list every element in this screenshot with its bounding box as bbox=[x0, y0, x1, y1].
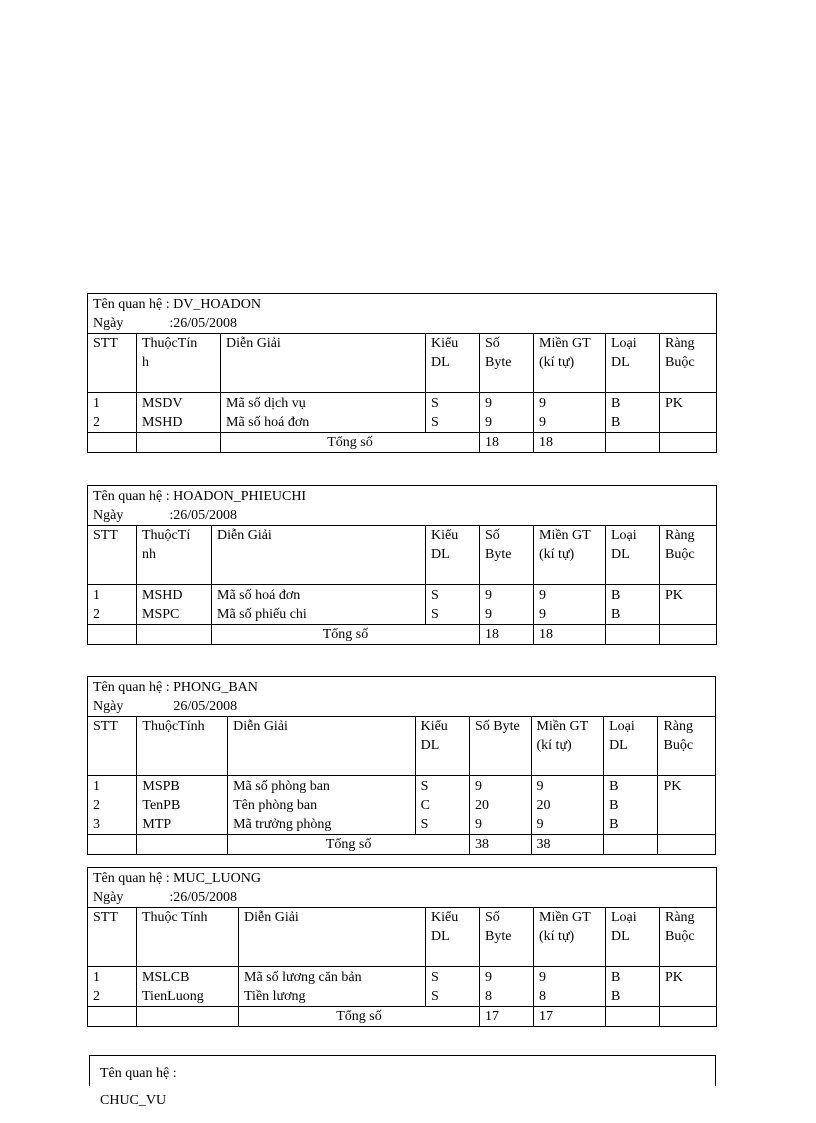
col-description: Diễn Giải bbox=[239, 908, 426, 967]
col-attribute: ThuộcTín h bbox=[137, 334, 221, 393]
date-label: Ngày bbox=[93, 699, 124, 714]
col-type: Kiểu DL bbox=[426, 334, 480, 393]
cell-constraint: PK bbox=[660, 393, 717, 433]
total-empty bbox=[88, 1007, 137, 1027]
cell-stt: 1 2 bbox=[88, 967, 137, 1007]
col-attribute: ThuộcTính bbox=[137, 717, 228, 776]
cell-kind: B B B bbox=[604, 776, 658, 835]
date-label: Ngày bbox=[93, 508, 124, 523]
col-stt: STT bbox=[88, 526, 137, 585]
cell-attribute: MSDV MSHD bbox=[137, 393, 221, 433]
total-empty bbox=[137, 1007, 239, 1027]
cell-type: S S bbox=[426, 585, 480, 625]
cell-constraint: PK bbox=[658, 776, 716, 835]
total-empty bbox=[606, 625, 660, 645]
relation-label: Tên quan hệ : bbox=[93, 489, 174, 504]
cell-kind: B B bbox=[606, 585, 660, 625]
relation-table-chuc-vu bbox=[89, 1055, 716, 1108]
total-empty bbox=[88, 625, 137, 645]
col-domain: Miền GT (kí tự) bbox=[531, 717, 604, 776]
relation-name: CHUC_VU bbox=[100, 1093, 167, 1108]
total-label: Tổng số bbox=[239, 1007, 480, 1027]
col-constraint: Ràng Buộc bbox=[658, 717, 716, 776]
total-bytes: 18 bbox=[480, 433, 534, 453]
cell-stt: 1 2 bbox=[88, 585, 137, 625]
col-bytes: Số Byte bbox=[480, 908, 534, 967]
col-type: Kiểu DL bbox=[415, 717, 469, 776]
col-domain: Miền GT (kí tự) bbox=[534, 526, 606, 585]
col-constraint: Ràng Buộc bbox=[660, 526, 717, 585]
cell-type: S S bbox=[426, 967, 480, 1007]
cell-description: Mã số dịch vụ Mã số hoá đơn bbox=[221, 393, 426, 433]
col-description: Diễn Giải bbox=[221, 334, 426, 393]
col-description: Diễn Giải bbox=[212, 526, 426, 585]
total-label: Tổng số bbox=[228, 835, 470, 855]
cell-attribute: MSLCB TienLuong bbox=[137, 967, 239, 1007]
date-value: :26/05/2008 bbox=[169, 890, 237, 905]
relation-header bbox=[88, 868, 717, 908]
col-kind: Loại DL bbox=[604, 717, 658, 776]
col-constraint: Ràng Buộc bbox=[660, 908, 717, 967]
total-bytes: 38 bbox=[470, 835, 531, 855]
col-stt: STT bbox=[88, 908, 137, 967]
col-bytes: Số Byte bbox=[470, 717, 531, 776]
col-kind: Loại DL bbox=[606, 526, 660, 585]
relation-table-hoadon-phieuchi bbox=[87, 485, 717, 645]
relation-label: Tên quan hệ : bbox=[93, 871, 174, 886]
cell-domain: 9 8 bbox=[534, 967, 606, 1007]
total-empty bbox=[604, 835, 658, 855]
total-empty bbox=[660, 1007, 717, 1027]
col-kind: Loại DL bbox=[606, 908, 660, 967]
total-domain: 38 bbox=[531, 835, 604, 855]
total-empty bbox=[660, 625, 717, 645]
total-empty bbox=[660, 433, 717, 453]
col-kind: Loại DL bbox=[606, 334, 660, 393]
cell-kind: B B bbox=[606, 393, 660, 433]
total-bytes: 18 bbox=[480, 625, 534, 645]
col-bytes: Số Byte bbox=[480, 334, 534, 393]
relation-header bbox=[90, 1056, 715, 1118]
total-empty bbox=[137, 835, 228, 855]
cell-description: Mã số phòng ban Tên phòng ban Mã trưởng phòng bbox=[228, 776, 415, 835]
col-description: Diễn Giải bbox=[228, 717, 415, 776]
relation-name: DV_HOADON bbox=[173, 297, 261, 312]
col-type: Kiểu DL bbox=[426, 526, 480, 585]
col-domain: Miền GT (kí tự) bbox=[534, 908, 606, 967]
date-value: :26/05/2008 bbox=[169, 508, 237, 523]
col-domain: Miền GT (kí tự) bbox=[534, 334, 606, 393]
relation-name: MUC_LUONG bbox=[173, 871, 261, 886]
date-value: 26/05/2008 bbox=[173, 699, 238, 714]
total-empty bbox=[88, 433, 137, 453]
cell-domain: 9 20 9 bbox=[531, 776, 604, 835]
date-label: Ngày bbox=[93, 890, 124, 905]
relation-header bbox=[88, 677, 716, 717]
cell-kind: B B bbox=[606, 967, 660, 1007]
cell-type: S C S bbox=[415, 776, 469, 835]
relation-label: Tên quan hệ : bbox=[100, 1066, 177, 1081]
cell-bytes: 9 9 bbox=[480, 585, 534, 625]
cell-attribute: MSHD MSPC bbox=[137, 585, 212, 625]
col-constraint: Ràng Buộc bbox=[660, 334, 717, 393]
cell-bytes: 9 8 bbox=[480, 967, 534, 1007]
relation-name: PHONG_BAN bbox=[173, 680, 258, 695]
total-empty bbox=[137, 433, 221, 453]
cell-constraint: PK bbox=[660, 585, 717, 625]
cell-domain: 9 9 bbox=[534, 585, 606, 625]
cell-description: Mã số hoá đơn Mã số phiếu chi bbox=[212, 585, 426, 625]
col-stt: STT bbox=[88, 334, 137, 393]
total-empty bbox=[137, 625, 212, 645]
cell-bytes: 9 20 9 bbox=[470, 776, 531, 835]
total-empty bbox=[88, 835, 137, 855]
col-attribute: Thuộc Tính bbox=[137, 908, 239, 967]
total-domain: 18 bbox=[534, 433, 606, 453]
total-empty bbox=[606, 1007, 660, 1027]
date-label: Ngày bbox=[93, 316, 124, 331]
relation-label: Tên quan hệ : bbox=[93, 680, 174, 695]
total-domain: 18 bbox=[534, 625, 606, 645]
cell-bytes: 9 9 bbox=[480, 393, 534, 433]
cell-description: Mã số lương căn bản Tiền lương bbox=[239, 967, 426, 1007]
relation-label: Tên quan hệ : bbox=[93, 297, 174, 312]
relation-table-muc-luong bbox=[87, 867, 717, 1027]
total-label: Tổng số bbox=[221, 433, 480, 453]
col-stt: STT bbox=[88, 717, 137, 776]
relation-table-phong-ban bbox=[87, 676, 716, 855]
col-attribute: ThuộcTí nh bbox=[137, 526, 212, 585]
total-empty bbox=[606, 433, 660, 453]
relation-table-dv-hoadon bbox=[87, 293, 717, 453]
date-value: :26/05/2008 bbox=[169, 316, 237, 331]
relation-name: HOADON_PHIEUCHI bbox=[173, 489, 307, 504]
cell-stt: 1 2 bbox=[88, 393, 137, 433]
relation-header bbox=[88, 486, 717, 526]
col-bytes: Số Byte bbox=[480, 526, 534, 585]
total-bytes: 17 bbox=[480, 1007, 534, 1027]
total-empty bbox=[658, 835, 716, 855]
relation-header bbox=[88, 294, 717, 334]
col-type: Kiểu DL bbox=[426, 908, 480, 967]
cell-attribute: MSPB TenPB MTP bbox=[137, 776, 228, 835]
cell-domain: 9 9 bbox=[534, 393, 606, 433]
total-domain: 17 bbox=[534, 1007, 606, 1027]
total-label: Tổng số bbox=[212, 625, 480, 645]
cell-type: S S bbox=[426, 393, 480, 433]
cell-stt: 1 2 3 bbox=[88, 776, 137, 835]
cell-constraint: PK bbox=[660, 967, 717, 1007]
